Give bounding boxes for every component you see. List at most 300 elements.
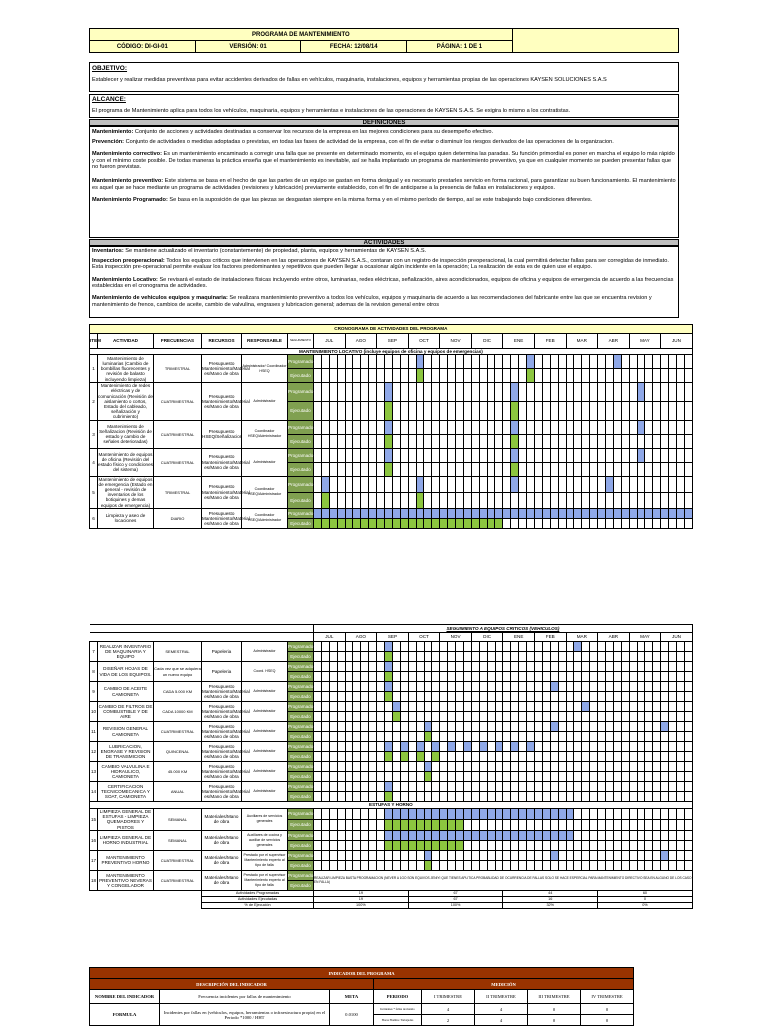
row-frecuencia: CUATRIMESTRAL bbox=[154, 420, 202, 448]
week-cell bbox=[590, 809, 598, 820]
week-cell bbox=[321, 448, 329, 462]
week-cell bbox=[574, 518, 582, 528]
week-cell bbox=[361, 492, 369, 508]
week-cell bbox=[598, 369, 606, 383]
week-cell bbox=[440, 772, 448, 782]
week-cell bbox=[519, 860, 527, 870]
week-cell bbox=[645, 819, 653, 830]
week-cell bbox=[605, 672, 613, 682]
week-cell bbox=[598, 792, 606, 802]
week-cell bbox=[377, 420, 385, 434]
week-cell bbox=[676, 476, 684, 492]
week-cell bbox=[637, 732, 645, 742]
row-item: 1 bbox=[90, 355, 98, 383]
week-cell bbox=[392, 476, 400, 492]
row-responsable: Auxiliares de cocina y auxiliar de servicios generales bbox=[242, 830, 288, 850]
month-header-nov: NOV bbox=[440, 334, 472, 349]
week-cell bbox=[424, 819, 432, 830]
week-cell bbox=[392, 369, 400, 383]
week-cell bbox=[416, 448, 424, 462]
week-cell bbox=[369, 448, 377, 462]
week-cell bbox=[637, 383, 645, 402]
meta-value: 0.0100 bbox=[330, 1004, 374, 1026]
week-cell bbox=[424, 420, 432, 434]
week-cell bbox=[463, 860, 471, 870]
week-cell bbox=[400, 772, 408, 782]
week-cell bbox=[487, 762, 495, 772]
week-cell bbox=[677, 712, 685, 722]
week-cell bbox=[629, 819, 637, 830]
week-cell bbox=[479, 508, 487, 518]
week-cell bbox=[574, 652, 582, 662]
week-cell bbox=[550, 401, 558, 420]
week-cell bbox=[669, 383, 677, 402]
week-cell bbox=[329, 383, 337, 402]
week-cell bbox=[314, 752, 322, 762]
summary-label: Actividades Programadas bbox=[202, 890, 314, 896]
week-cell bbox=[408, 850, 416, 860]
week-cell bbox=[377, 369, 385, 383]
week-cell bbox=[582, 682, 590, 692]
week-cell bbox=[456, 752, 464, 762]
week-cell bbox=[314, 732, 322, 742]
week-cell bbox=[345, 840, 353, 850]
week-cell bbox=[463, 702, 471, 712]
trimestre-1: I TRIMESTRE bbox=[422, 990, 475, 1004]
week-cell bbox=[479, 860, 487, 870]
week-cell bbox=[369, 782, 377, 792]
week-cell bbox=[645, 476, 653, 492]
week-cell bbox=[440, 434, 448, 448]
week-cell bbox=[321, 476, 329, 492]
week-cell bbox=[463, 830, 471, 840]
week-cell bbox=[345, 860, 353, 870]
week-cell bbox=[495, 448, 503, 462]
week-cell bbox=[432, 742, 440, 752]
week-cell bbox=[463, 476, 471, 492]
week-cell bbox=[424, 662, 432, 672]
week-cell bbox=[377, 712, 385, 722]
week-cell bbox=[329, 642, 337, 652]
week-cell bbox=[653, 692, 661, 702]
week-cell bbox=[598, 830, 606, 840]
week-cell bbox=[574, 809, 582, 820]
week-cell bbox=[479, 642, 487, 652]
week-cell bbox=[582, 850, 590, 860]
week-cell bbox=[637, 692, 645, 702]
week-cell bbox=[676, 401, 684, 420]
week-cell bbox=[440, 401, 448, 420]
week-cell bbox=[613, 682, 621, 692]
week-cell bbox=[369, 434, 377, 448]
week-cell bbox=[487, 722, 495, 732]
week-cell bbox=[542, 682, 550, 692]
week-cell bbox=[361, 809, 369, 820]
week-cell bbox=[424, 742, 432, 752]
week-cell bbox=[361, 662, 369, 672]
week-cell bbox=[613, 401, 621, 420]
week-cell bbox=[424, 448, 432, 462]
week-cell bbox=[511, 682, 519, 692]
week-cell bbox=[471, 792, 479, 802]
week-cell bbox=[645, 448, 653, 462]
week-cell bbox=[479, 492, 487, 508]
week-cell bbox=[385, 722, 393, 732]
week-cell bbox=[361, 830, 369, 840]
week-cell bbox=[590, 462, 598, 476]
week-cell bbox=[385, 383, 393, 402]
week-cell bbox=[471, 420, 479, 434]
week-cell bbox=[479, 682, 487, 692]
week-cell bbox=[558, 850, 566, 860]
week-cell bbox=[377, 682, 385, 692]
week-cell bbox=[503, 462, 511, 476]
week-cell bbox=[566, 383, 574, 402]
week-cell bbox=[511, 642, 519, 652]
row-responsable: Administrador bbox=[242, 742, 288, 762]
row-item: 4 bbox=[90, 448, 98, 476]
week-cell bbox=[321, 860, 329, 870]
week-cell bbox=[345, 420, 353, 434]
week-cell bbox=[582, 860, 590, 870]
week-cell bbox=[314, 652, 322, 662]
week-cell bbox=[613, 762, 621, 772]
week-cell bbox=[534, 840, 542, 850]
week-cell bbox=[566, 434, 574, 448]
week-cell bbox=[416, 762, 424, 772]
week-cell bbox=[495, 672, 503, 682]
week-cell bbox=[661, 742, 669, 752]
week-cell bbox=[377, 732, 385, 742]
week-cell bbox=[590, 692, 598, 702]
alcance-text: El programa de Mantenimiento aplica para todos los vehículos, maquinaria, equipos y herramientas e instalaciones de las operaciones de KAYSEN S.A.S. Se exigira lo mismo a los contratistas. bbox=[92, 108, 571, 114]
week-cell bbox=[519, 782, 527, 792]
week-cell bbox=[314, 448, 322, 462]
week-cell bbox=[527, 782, 535, 792]
week-cell bbox=[613, 662, 621, 672]
row-actividad: CAMBIO DE ACEITE CAMIONETA bbox=[98, 682, 154, 702]
week-cell bbox=[621, 742, 629, 752]
week-cell bbox=[511, 809, 519, 820]
week-cell bbox=[392, 712, 400, 722]
week-cell bbox=[511, 830, 519, 840]
week-cell bbox=[598, 652, 606, 662]
week-cell bbox=[637, 809, 645, 820]
week-cell bbox=[385, 434, 393, 448]
week-cell bbox=[653, 850, 661, 860]
week-cell bbox=[487, 742, 495, 752]
week-cell bbox=[574, 401, 582, 420]
week-cell bbox=[345, 508, 353, 518]
week-cell bbox=[582, 420, 590, 434]
week-cell bbox=[653, 772, 661, 782]
week-cell bbox=[566, 672, 574, 682]
week-cell bbox=[574, 702, 582, 712]
week-cell bbox=[392, 662, 400, 672]
week-cell bbox=[392, 732, 400, 742]
week-cell bbox=[503, 518, 511, 528]
week-cell bbox=[653, 383, 661, 402]
week-cell bbox=[361, 642, 369, 652]
week-cell bbox=[337, 712, 345, 722]
week-cell bbox=[345, 722, 353, 732]
week-cell bbox=[440, 732, 448, 742]
week-cell bbox=[321, 772, 329, 782]
week-cell bbox=[416, 722, 424, 732]
week-cell bbox=[605, 752, 613, 762]
week-cell bbox=[463, 662, 471, 672]
week-cell bbox=[400, 792, 408, 802]
week-cell bbox=[471, 712, 479, 722]
week-cell bbox=[550, 762, 558, 772]
week-cell bbox=[463, 642, 471, 652]
week-cell bbox=[661, 782, 669, 792]
ejecutado-label: Ejecutado bbox=[288, 880, 314, 890]
week-cell bbox=[677, 792, 685, 802]
summary-label: % de Ejecución bbox=[202, 903, 314, 909]
week-cell bbox=[385, 772, 393, 782]
week-cell bbox=[424, 809, 432, 820]
week-cell bbox=[479, 850, 487, 860]
week-cell bbox=[527, 682, 535, 692]
group-locativo: MANTENIMIENTO LOCATIVO (incluye equipos de oficina y equipos de emergencias) bbox=[90, 349, 693, 355]
week-cell bbox=[661, 860, 669, 870]
week-cell bbox=[353, 809, 361, 820]
week-cell bbox=[550, 682, 558, 692]
week-cell bbox=[527, 383, 535, 402]
week-cell bbox=[519, 772, 527, 782]
week-cell bbox=[385, 712, 393, 722]
week-cell bbox=[321, 652, 329, 662]
week-cell bbox=[566, 762, 574, 772]
week-cell bbox=[361, 742, 369, 752]
week-cell bbox=[566, 692, 574, 702]
week-cell bbox=[424, 840, 432, 850]
week-cell bbox=[542, 702, 550, 712]
week-cell bbox=[653, 712, 661, 722]
week-cell bbox=[408, 672, 416, 682]
week-cell bbox=[440, 476, 448, 492]
week-cell bbox=[329, 840, 337, 850]
week-cell bbox=[416, 742, 424, 752]
week-cell bbox=[385, 860, 393, 870]
week-cell bbox=[542, 809, 550, 820]
week-cell bbox=[440, 722, 448, 732]
week-cell bbox=[653, 840, 661, 850]
week-cell bbox=[392, 782, 400, 792]
week-cell bbox=[321, 462, 329, 476]
week-cell bbox=[424, 692, 432, 702]
week-cell bbox=[471, 518, 479, 528]
week-cell bbox=[558, 682, 566, 692]
week-cell bbox=[456, 722, 464, 732]
week-cell bbox=[629, 742, 637, 752]
week-cell bbox=[550, 434, 558, 448]
week-cell bbox=[440, 830, 448, 840]
week-cell bbox=[629, 840, 637, 850]
ejecutado-label: Ejecutado bbox=[288, 772, 314, 782]
week-cell bbox=[503, 722, 511, 732]
week-cell bbox=[377, 355, 385, 369]
week-cell bbox=[463, 712, 471, 722]
week-cell bbox=[337, 652, 345, 662]
week-cell bbox=[471, 462, 479, 476]
week-cell bbox=[669, 712, 677, 722]
week-cell bbox=[677, 722, 685, 732]
row-frecuencia: CUATRIMESTRAL bbox=[154, 870, 202, 890]
week-cell bbox=[566, 420, 574, 434]
week-cell bbox=[377, 840, 385, 850]
week-cell bbox=[503, 752, 511, 762]
week-cell bbox=[613, 840, 621, 850]
week-cell bbox=[314, 642, 322, 652]
week-cell bbox=[677, 819, 685, 830]
week-cell bbox=[361, 508, 369, 518]
week-cell bbox=[471, 448, 479, 462]
row2-label: Horas Hombre Trabajadas bbox=[374, 1015, 422, 1026]
week-cell bbox=[598, 420, 606, 434]
row1-q1: 4 bbox=[422, 1004, 475, 1015]
summary-value: 19 bbox=[314, 897, 409, 903]
week-cell bbox=[377, 772, 385, 782]
week-cell bbox=[408, 809, 416, 820]
week-cell bbox=[574, 742, 582, 752]
week-cell bbox=[684, 652, 692, 662]
week-cell bbox=[527, 792, 535, 802]
week-cell bbox=[448, 682, 456, 692]
row-item: 13 bbox=[90, 762, 98, 782]
week-cell bbox=[503, 672, 511, 682]
week-cell bbox=[613, 462, 621, 476]
week-cell bbox=[321, 682, 329, 692]
week-cell bbox=[613, 448, 621, 462]
week-cell bbox=[629, 462, 637, 476]
week-cell bbox=[519, 434, 527, 448]
row-actividad: LIMPIEZA GENERAL DE ESTUFAS - LIMPIEZA QUEMADORES Y PISTOS bbox=[98, 809, 154, 831]
week-cell bbox=[448, 732, 456, 742]
row-recursos: Presupuesto Mantenimiento/Material es/Mano de obra bbox=[202, 782, 242, 802]
week-cell bbox=[590, 819, 598, 830]
row-recursos: Materiales/Mano de obra bbox=[202, 870, 242, 890]
week-cell bbox=[684, 369, 692, 383]
week-cell bbox=[527, 508, 535, 518]
document-date: FECHA: 12/08/14 bbox=[301, 41, 407, 53]
week-cell bbox=[495, 702, 503, 712]
row-actividad: LIMPIEZA GENERAL DE HORNO INDUSTRIAL bbox=[98, 830, 154, 850]
week-cell bbox=[598, 840, 606, 850]
nombre-indicador-value: Frecuencia incidentes por fallas de mantenimiento bbox=[160, 990, 330, 1004]
week-cell bbox=[471, 860, 479, 870]
week-cell bbox=[590, 762, 598, 772]
week-cell bbox=[527, 434, 535, 448]
week-cell bbox=[621, 850, 629, 860]
week-cell bbox=[613, 672, 621, 682]
week-cell bbox=[661, 840, 669, 850]
week-cell bbox=[440, 652, 448, 662]
row-recursos: Presupuesto Mantenimiento/Material es/Mano de obra bbox=[202, 702, 242, 722]
week-cell bbox=[448, 652, 456, 662]
week-cell bbox=[479, 434, 487, 448]
week-cell bbox=[677, 682, 685, 692]
week-cell bbox=[684, 732, 692, 742]
week-cell bbox=[590, 850, 598, 860]
week-cell bbox=[392, 672, 400, 682]
week-cell bbox=[432, 830, 440, 840]
week-cell bbox=[495, 420, 503, 434]
week-cell bbox=[400, 682, 408, 692]
week-cell bbox=[400, 508, 408, 518]
week-cell bbox=[590, 712, 598, 722]
week-cell bbox=[503, 742, 511, 752]
programado-label: Programado bbox=[288, 355, 314, 369]
seguimiento-col-header: SEGUIMIENTO bbox=[288, 334, 314, 349]
ejecutado-label: Ejecutado bbox=[288, 732, 314, 742]
row-frecuencia: CUATRIMESTRAL bbox=[154, 850, 202, 870]
week-cell bbox=[613, 860, 621, 870]
week-cell bbox=[337, 355, 345, 369]
week-cell bbox=[463, 809, 471, 820]
week-cell bbox=[479, 518, 487, 528]
week-cell bbox=[337, 672, 345, 682]
week-cell bbox=[440, 762, 448, 772]
week-cell bbox=[345, 383, 353, 402]
week-cell bbox=[416, 702, 424, 712]
week-cell bbox=[456, 662, 464, 672]
ejecutado-label: Ejecutado bbox=[288, 752, 314, 762]
week-cell bbox=[511, 401, 519, 420]
week-cell bbox=[566, 722, 574, 732]
week-cell bbox=[637, 840, 645, 850]
row-responsable: Administrador bbox=[242, 702, 288, 722]
week-cell bbox=[534, 652, 542, 662]
week-cell bbox=[408, 383, 416, 402]
week-cell bbox=[400, 819, 408, 830]
week-cell bbox=[519, 672, 527, 682]
week-cell bbox=[558, 722, 566, 732]
week-cell bbox=[566, 476, 574, 492]
summary-value: 32% bbox=[503, 903, 598, 909]
week-cell bbox=[353, 782, 361, 792]
week-cell bbox=[329, 652, 337, 662]
week-cell bbox=[314, 476, 322, 492]
week-cell bbox=[534, 420, 542, 434]
month-header-abr: ABR bbox=[598, 633, 630, 642]
week-cell bbox=[495, 732, 503, 742]
week-cell bbox=[440, 840, 448, 850]
week-cell bbox=[369, 860, 377, 870]
week-cell bbox=[621, 772, 629, 782]
week-cell bbox=[677, 702, 685, 712]
week-cell bbox=[416, 830, 424, 840]
week-cell bbox=[590, 682, 598, 692]
row-frecuencia: CADA 10000 KM bbox=[154, 702, 202, 722]
week-cell bbox=[645, 508, 653, 518]
week-cell bbox=[385, 819, 393, 830]
week-cell bbox=[598, 732, 606, 742]
week-cell bbox=[645, 642, 653, 652]
week-cell bbox=[400, 712, 408, 722]
week-cell bbox=[669, 752, 677, 762]
row-actividad: CERTIFICACION TECNICOMECANICA Y SOAT, CAMIONETA bbox=[98, 782, 154, 802]
week-cell bbox=[463, 434, 471, 448]
week-cell bbox=[448, 401, 456, 420]
week-cell bbox=[495, 642, 503, 652]
week-cell bbox=[400, 850, 408, 860]
week-cell bbox=[645, 652, 653, 662]
month-header-dic: DIC bbox=[471, 334, 503, 349]
summary-value: 44 bbox=[503, 890, 598, 896]
week-cell bbox=[598, 462, 606, 476]
